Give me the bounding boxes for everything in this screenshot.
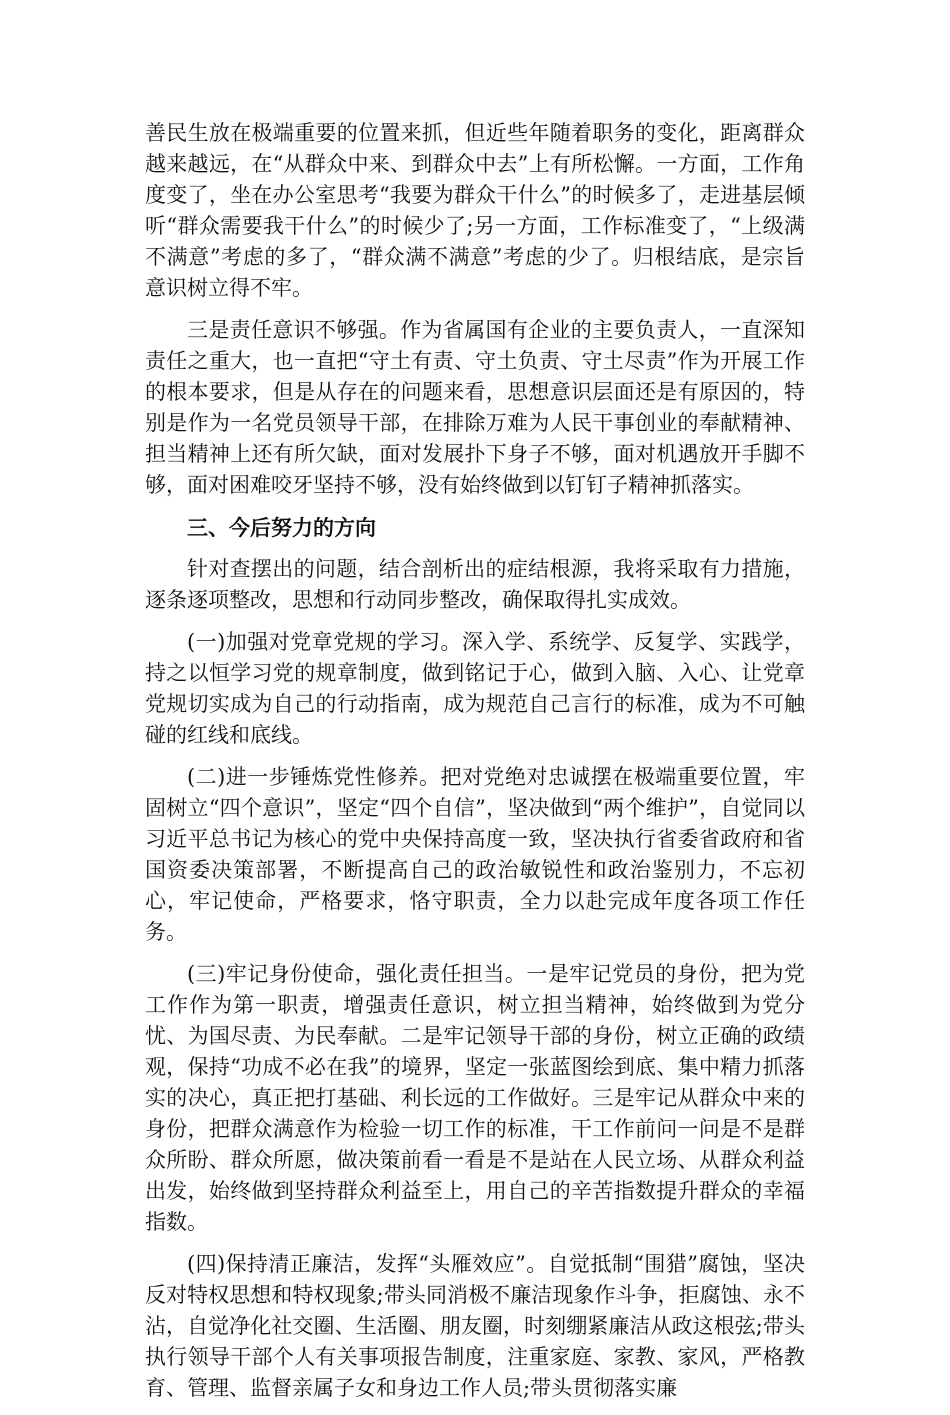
paragraph-item-1: (一)加强对党章党规的学习。深入学、系统学、反复学、实践学，持之以恒学习党的规章制度，做到铭记于心，做到入脑、入心、让党章党规切实成为自己的行动指南，成为规范自己言行的标准，成为不可触碰的红线和底线。 (145, 630, 805, 747)
paragraph-item-4: (四)保持清正廉洁，发挥“头雁效应”。自觉抵制“围猎”腐蚀，坚决反对特权思想和特权现象;带头同消极不廉洁现象作斗争，拒腐蚀、永不沾，自觉净化社交圈、生活圈、朋友圈，时刻绷紧廉洁从政这根弦;带头执行领导干部个人有关事项报告制度，注重家庭、家教、家风，严格教育、管理、监督亲属子女和身边工作人员;带头贯彻落实廉 (145, 1252, 805, 1400)
paragraph-item-2: (二)进一步锤炼党性修养。把对党绝对忠诚摆在极端重要位置，牢固树立“四个意识”，坚定“四个自信”，坚决做到“两个维护”，自觉同以习近平总书记为核心的党中央保持高度一致，坚决执行省委省政府和省国资委决策部署，不断提高自己的政治敏锐性和政治鉴别力，不忘初心，牢记使命，严格要求，恪守职责，全力以赴完成年度各项工作任务。 (145, 765, 805, 944)
paragraph-item-3: (三)牢记身份使命，强化责任担当。一是牢记党员的身份，把为党工作作为第一职责，增强责任意识，树立担当精神，始终做到为党分忧、为国尽责、为民奉献。二是牢记领导干部的身份，树立正确的政绩观，保持“功成不必在我”的境界，坚定一张蓝图绘到底、集中精力抓落实的决心，真正把打基础、利长远的工作做好。三是牢记从群众中来的身份，把群众满意作为检验一切工作的标准，干工作前问一问是不是群众所盼、群众所愿，做决策前看一看是不是站在人民立场、从群众利益出发，始终做到坚持群众利益至上，用自己的辛苦指数提升群众的幸福指数。 (145, 962, 805, 1234)
paragraph-continuation: 善民生放在极端重要的位置来抓，但近些年随着职务的变化，距离群众越来越远，在“从群众中来、到群众中去”上有所松懈。一方面，工作角度变了，坐在办公室思考“我要为群众干什么”的时候多了，走进基层倾听“群众需要我干什么”的时候少了;另一方面，工作标准变了，“上级满不满意”考虑的多了，“群众满不满意”考虑的少了。归根结底，是宗旨意识树立得不牢。 (145, 121, 805, 300)
paragraph-responsibility-awareness: 三是责任意识不够强。作为省属国有企业的主要负责人，一直深知责任之重大，也一直把“守土有责、守土负责、守土尽责”作为开展工作的根本要求，但是从存在的问题来看，思想意识层面还是有原因的，特别是作为一名党员领导干部，在排除万难为人民干事创业的奉献精神、担当精神上还有所欠缺，面对发展扑下身子不够，面对机遇放开手脚不够，面对困难咬牙坚持不够，没有始终做到以钉钉子精神抓落实。 (145, 318, 805, 497)
document-page (145, 118, 805, 1415)
section-heading: 三、今后努力的方向 (187, 515, 376, 540)
paragraph-intro: 针对查摆出的问题，结合剖析出的症结根源，我将采取有力措施，逐条逐项整改，思想和行动同步整改，确保取得扎实成效。 (145, 557, 805, 612)
